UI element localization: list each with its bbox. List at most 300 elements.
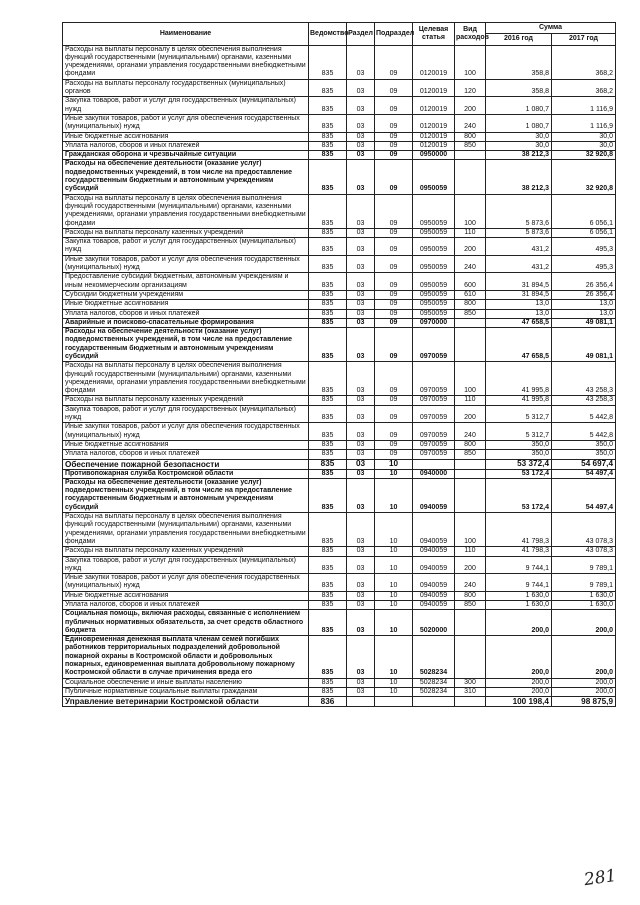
cell-cs: 5028234 [413,678,455,687]
cell-sec: 03 [347,396,375,405]
cell-cs: 0950059 [413,160,455,194]
cell-vr: 800 [455,300,486,309]
table-row [63,132,616,141]
cell-s2: 9 789,1 [552,556,616,574]
table-row [63,678,616,687]
cell-s1: 53 372,4 [486,459,552,469]
cell-s2: 350,0 [552,440,616,449]
cell-name: Социальное обеспечение и иные выплаты населению [63,678,309,687]
cell-s2: 54 697,4 [552,459,616,469]
header-name: Наименование [63,23,309,46]
cell-s2: 495,3 [552,255,616,273]
cell-s2: 54 497,4 [552,478,616,512]
cell-sec: 03 [347,160,375,194]
cell-cs: 0940059 [413,601,455,610]
cell-s2: 43 258,3 [552,396,616,405]
cell-s2: 200,0 [552,636,616,678]
cell-sub: 09 [375,440,413,449]
cell-dept: 835 [309,160,347,194]
cell-vr [455,318,486,327]
cell-cs: 0120019 [413,97,455,115]
table-row [63,469,616,478]
cell-sub: 09 [375,255,413,273]
cell-cs: 0940059 [413,591,455,600]
cell-name: Публичные нормативные социальные выплаты гражданам [63,687,309,696]
cell-s1: 5 312,7 [486,423,552,441]
cell-dept: 835 [309,469,347,478]
cell-sub: 10 [375,687,413,696]
cell-sec: 03 [347,687,375,696]
cell-s2: 200,0 [552,687,616,696]
cell-sec: 03 [347,273,375,291]
cell-name: Закупка товаров, работ и услуг для государственных (муниципальных) нужд [63,405,309,423]
cell-cs: 0970059 [413,396,455,405]
cell-dept: 835 [309,450,347,459]
cell-sec: 03 [347,141,375,150]
cell-sec: 03 [347,309,375,318]
table-row [63,362,616,396]
cell-cs: 5028234 [413,687,455,696]
cell-s1: 9 744,1 [486,574,552,592]
table-row [63,318,616,327]
table-header [63,23,616,46]
cell-dept: 836 [309,697,347,707]
cell-name: Расходы на выплаты персоналу казенных учреждений [63,396,309,405]
cell-name: Расходы на выплаты персоналу казенных учреждений [63,228,309,237]
cell-s2: 1 630,0 [552,601,616,610]
cell-cs: 0940059 [413,547,455,556]
cell-vr: 100 [455,45,486,79]
cell-name: Единовременная денежная выплата членам семей погибших работников территориальных подразделений добровольной пожарной охраны в Костромской области и добровольных пожарных, единовременная выплата добровольному пожарному Костромской области в случае причинения вреда его [63,636,309,678]
cell-sub: 09 [375,405,413,423]
cell-sub: 09 [375,141,413,150]
header-subsection: Подраздел [375,23,413,46]
cell-name: Расходы на выплаты персоналу в целях обеспечения выполнения функций государственными (муниципальными) органами, казенными учреждениями, органами управления государственными внебюджетными фондами [63,194,309,228]
cell-dept: 835 [309,273,347,291]
cell-name: Обеспечение пожарной безопасности [63,459,309,469]
cell-name: Расходы на обеспечение деятельности (оказание услуг) подведомственных учреждений, в том числе на предоставление государственным бюджетным и автономным учреждениям субсидий [63,160,309,194]
cell-name: Иные закупки товаров, работ и услуг для обеспечения государственных (муниципальных) нужд [63,114,309,132]
table-row [63,478,616,512]
cell-vr: 850 [455,309,486,318]
cell-dept: 835 [309,238,347,256]
cell-vr [455,478,486,512]
cell-vr: 110 [455,228,486,237]
cell-sec: 03 [347,132,375,141]
cell-vr [455,151,486,160]
cell-dept: 835 [309,362,347,396]
table-row [63,309,616,318]
cell-sub: 09 [375,114,413,132]
table-row [63,556,616,574]
cell-s1: 38 212,3 [486,160,552,194]
cell-s1: 431,2 [486,238,552,256]
cell-s1: 53 172,4 [486,478,552,512]
cell-sub: 09 [375,97,413,115]
cell-cs: 0950059 [413,309,455,318]
cell-s2: 43 078,3 [552,513,616,547]
cell-cs: 0950059 [413,228,455,237]
cell-name: Социальная помощь, включая расходы, связанные с исполнением публичных нормативных обязательств, за счет средств областного бюджета [63,610,309,636]
cell-s2: 32 920,8 [552,151,616,160]
cell-sub: 10 [375,459,413,469]
cell-sec: 03 [347,478,375,512]
cell-cs: 0120019 [413,132,455,141]
cell-name: Уплата налогов, сборов и иных платежей [63,601,309,610]
cell-name: Расходы на обеспечение деятельности (оказание услуг) подведомственных учреждений, в том числе на предоставление государственным бюджетным и автономным учреждениям субсидий [63,478,309,512]
table-row [63,160,616,194]
cell-dept: 835 [309,255,347,273]
cell-vr: 200 [455,238,486,256]
cell-s1: 41 798,3 [486,513,552,547]
cell-sub: 09 [375,79,413,97]
cell-sub: 10 [375,601,413,610]
cell-vr [455,469,486,478]
cell-s2: 495,3 [552,238,616,256]
cell-cs: 0950059 [413,273,455,291]
cell-sub: 09 [375,423,413,441]
cell-name: Управление ветеринарии Костромской области [63,697,309,707]
cell-s1: 431,2 [486,255,552,273]
cell-sec: 03 [347,556,375,574]
cell-name: Расходы на выплаты персоналу в целях обеспечения выполнения функций государственными (муниципальными) органами, казенными учреждениями, органами управления государственными внебюджетными фондами [63,362,309,396]
cell-s1: 1 080,7 [486,114,552,132]
table-row [63,300,616,309]
cell-sub: 09 [375,151,413,160]
cell-s1: 358,8 [486,45,552,79]
cell-sec: 03 [347,151,375,160]
cell-sec: 03 [347,513,375,547]
cell-name: Закупка товаров, работ и услуг для государственных (муниципальных) нужд [63,556,309,574]
cell-s2: 98 875,9 [552,697,616,707]
cell-vr [455,610,486,636]
cell-name: Уплата налогов, сборов и иных платежей [63,309,309,318]
cell-sec: 03 [347,328,375,362]
cell-sec: 03 [347,300,375,309]
cell-s1: 358,8 [486,79,552,97]
cell-s2: 368,2 [552,79,616,97]
table-row [63,290,616,299]
cell-vr: 850 [455,601,486,610]
cell-sub: 09 [375,362,413,396]
cell-sec: 03 [347,636,375,678]
budget-table [62,22,616,707]
cell-dept: 835 [309,228,347,237]
cell-cs: 0940059 [413,574,455,592]
cell-vr: 610 [455,290,486,299]
cell-s2: 350,0 [552,450,616,459]
cell-s2: 6 056,1 [552,228,616,237]
cell-s2: 200,0 [552,678,616,687]
cell-dept: 835 [309,194,347,228]
cell-s1: 200,0 [486,636,552,678]
cell-vr: 110 [455,396,486,405]
cell-sec: 03 [347,79,375,97]
cell-cs: 0950059 [413,194,455,228]
table-row [63,440,616,449]
table-row [63,255,616,273]
cell-s2: 54 497,4 [552,469,616,478]
cell-vr: 600 [455,273,486,291]
cell-sec: 03 [347,610,375,636]
cell-cs: 0970059 [413,328,455,362]
table-row [63,697,616,707]
cell-sec: 03 [347,228,375,237]
table-row [63,636,616,678]
table-row [63,238,616,256]
cell-name: Расходы на выплаты персоналу государственных (муниципальных) органов [63,79,309,97]
cell-vr: 800 [455,132,486,141]
cell-name: Расходы на выплаты персоналу казенных учреждений [63,547,309,556]
cell-sub: 09 [375,309,413,318]
cell-sub: 09 [375,45,413,79]
cell-cs: 0970059 [413,450,455,459]
table-row [63,601,616,610]
cell-cs: 0120019 [413,114,455,132]
cell-dept: 835 [309,459,347,469]
cell-s2: 200,0 [552,610,616,636]
cell-vr [455,636,486,678]
cell-sec: 03 [347,318,375,327]
cell-cs: 0940059 [413,556,455,574]
cell-dept: 835 [309,141,347,150]
cell-sub: 09 [375,450,413,459]
cell-sub: 09 [375,328,413,362]
cell-sec: 03 [347,290,375,299]
cell-sec: 03 [347,423,375,441]
cell-s1: 350,0 [486,440,552,449]
cell-s1: 13,0 [486,300,552,309]
cell-cs: 0120019 [413,45,455,79]
table-row [63,114,616,132]
cell-vr: 800 [455,591,486,600]
page-number: 281 [582,865,618,891]
cell-cs: 5028234 [413,636,455,678]
cell-name: Иные бюджетные ассигнования [63,591,309,600]
cell-vr: 200 [455,405,486,423]
table-row [63,405,616,423]
table-row [63,273,616,291]
cell-name: Закупка товаров, работ и услуг для государственных (муниципальных) нужд [63,238,309,256]
cell-vr [455,328,486,362]
cell-s1: 41 995,8 [486,396,552,405]
table-row [63,423,616,441]
cell-sub: 09 [375,300,413,309]
cell-cs: 0970000 [413,318,455,327]
cell-cs: 0970059 [413,405,455,423]
cell-sec: 03 [347,591,375,600]
cell-sub: 10 [375,478,413,512]
cell-s2: 49 081,1 [552,318,616,327]
cell-vr [455,459,486,469]
table-row [63,79,616,97]
cell-sub: 09 [375,290,413,299]
cell-sub: 09 [375,396,413,405]
cell-cs: 0970059 [413,362,455,396]
cell-name: Предоставление субсидий бюджетным, автономным учреждениям и иным некоммерческим организациям [63,273,309,291]
cell-vr: 240 [455,423,486,441]
cell-s1: 41 995,8 [486,362,552,396]
cell-sec: 03 [347,440,375,449]
cell-s1: 30,0 [486,132,552,141]
cell-dept: 835 [309,114,347,132]
cell-cs: 0940000 [413,469,455,478]
cell-dept: 835 [309,610,347,636]
cell-name: Расходы на выплаты персоналу в целях обеспечения выполнения функций государственными (муниципальными) органами, казенными учреждениями, органами управления государственными внебюджетными фондами [63,45,309,79]
cell-dept: 835 [309,687,347,696]
header-sum: Сумма [486,23,616,34]
cell-cs: 0950059 [413,238,455,256]
table-row [63,97,616,115]
cell-name: Иные бюджетные ассигнования [63,300,309,309]
cell-dept: 835 [309,513,347,547]
cell-s1: 200,0 [486,610,552,636]
cell-name: Иные бюджетные ассигнования [63,132,309,141]
cell-s2: 26 356,4 [552,273,616,291]
cell-s2: 43 078,3 [552,547,616,556]
cell-sec: 03 [347,45,375,79]
cell-sub: 10 [375,547,413,556]
cell-s1: 100 198,4 [486,697,552,707]
cell-name: Уплата налогов, сборов и иных платежей [63,450,309,459]
cell-dept: 835 [309,318,347,327]
cell-dept: 835 [309,290,347,299]
cell-s2: 5 442,8 [552,405,616,423]
cell-s2: 1 116,9 [552,114,616,132]
cell-dept: 835 [309,591,347,600]
cell-name: Гражданская оборона и чрезвычайные ситуации [63,151,309,160]
cell-sub: 09 [375,318,413,327]
cell-name: Иные бюджетные ассигнования [63,440,309,449]
cell-name: Иные закупки товаров, работ и услуг для обеспечения государственных (муниципальных) нужд [63,423,309,441]
cell-dept: 835 [309,405,347,423]
cell-sec: 03 [347,547,375,556]
cell-s2: 26 356,4 [552,290,616,299]
cell-s1: 200,0 [486,678,552,687]
table-row [63,687,616,696]
cell-dept: 835 [309,478,347,512]
cell-sub: 10 [375,591,413,600]
cell-dept: 835 [309,97,347,115]
cell-dept: 835 [309,574,347,592]
cell-dept: 835 [309,423,347,441]
cell-s1: 31 894,5 [486,273,552,291]
cell-vr: 120 [455,79,486,97]
table-row [63,574,616,592]
cell-dept: 835 [309,309,347,318]
header-exptype: Вид расходов [455,23,486,46]
cell-dept: 835 [309,396,347,405]
header-target: Целевая статья [413,23,455,46]
cell-vr: 200 [455,97,486,115]
cell-s2: 1 630,0 [552,591,616,600]
cell-vr [455,160,486,194]
cell-sub: 10 [375,513,413,547]
cell-dept: 835 [309,547,347,556]
cell-cs: 0940059 [413,478,455,512]
cell-cs: 0120019 [413,79,455,97]
cell-dept: 835 [309,132,347,141]
cell-s1: 31 894,5 [486,290,552,299]
cell-vr: 240 [455,574,486,592]
cell-sec: 03 [347,469,375,478]
table-row [63,610,616,636]
cell-s1: 41 798,3 [486,547,552,556]
cell-sub: 10 [375,610,413,636]
table-row [63,450,616,459]
cell-s1: 5 873,6 [486,194,552,228]
cell-dept: 835 [309,300,347,309]
cell-sub [375,697,413,707]
cell-name: Иные закупки товаров, работ и услуг для обеспечения государственных (муниципальных) нужд [63,255,309,273]
cell-sec: 03 [347,194,375,228]
cell-vr: 310 [455,687,486,696]
table-row [63,547,616,556]
cell-sec: 03 [347,678,375,687]
cell-name: Уплата налогов, сборов и иных платежей [63,141,309,150]
cell-sub: 09 [375,238,413,256]
cell-sub: 10 [375,574,413,592]
cell-sub: 09 [375,160,413,194]
cell-dept: 835 [309,328,347,362]
cell-dept: 835 [309,601,347,610]
cell-name: Субсидии бюджетным учреждениям [63,290,309,299]
cell-cs [413,697,455,707]
cell-s1: 13,0 [486,309,552,318]
cell-sub: 09 [375,194,413,228]
cell-dept: 835 [309,636,347,678]
cell-cs: 0120019 [413,141,455,150]
cell-s2: 5 442,8 [552,423,616,441]
cell-s2: 32 920,8 [552,160,616,194]
cell-dept: 835 [309,151,347,160]
cell-dept: 835 [309,440,347,449]
cell-sec: 03 [347,601,375,610]
cell-s1: 200,0 [486,687,552,696]
cell-cs: 5020000 [413,610,455,636]
cell-s2: 1 116,9 [552,97,616,115]
cell-s1: 5 312,7 [486,405,552,423]
cell-vr: 110 [455,547,486,556]
cell-s1: 30,0 [486,141,552,150]
cell-vr [455,697,486,707]
cell-sub: 09 [375,132,413,141]
cell-cs: 0950059 [413,290,455,299]
cell-s1: 38 212,3 [486,151,552,160]
table-row [63,45,616,79]
cell-vr: 200 [455,556,486,574]
header-section: Раздел [347,23,375,46]
table-row [63,194,616,228]
cell-sub: 09 [375,273,413,291]
cell-vr: 240 [455,255,486,273]
cell-vr: 100 [455,513,486,547]
cell-s2: 30,0 [552,132,616,141]
cell-vr: 850 [455,450,486,459]
cell-sec: 03 [347,405,375,423]
cell-sec: 03 [347,362,375,396]
table-row [63,591,616,600]
cell-name: Закупка товаров, работ и услуг для государственных (муниципальных) нужд [63,97,309,115]
cell-s1: 1 630,0 [486,601,552,610]
cell-s2: 13,0 [552,300,616,309]
table-row [63,151,616,160]
cell-s2: 43 258,3 [552,362,616,396]
cell-sec: 03 [347,255,375,273]
table-row [63,228,616,237]
cell-s1: 350,0 [486,450,552,459]
cell-s1: 5 873,6 [486,228,552,237]
